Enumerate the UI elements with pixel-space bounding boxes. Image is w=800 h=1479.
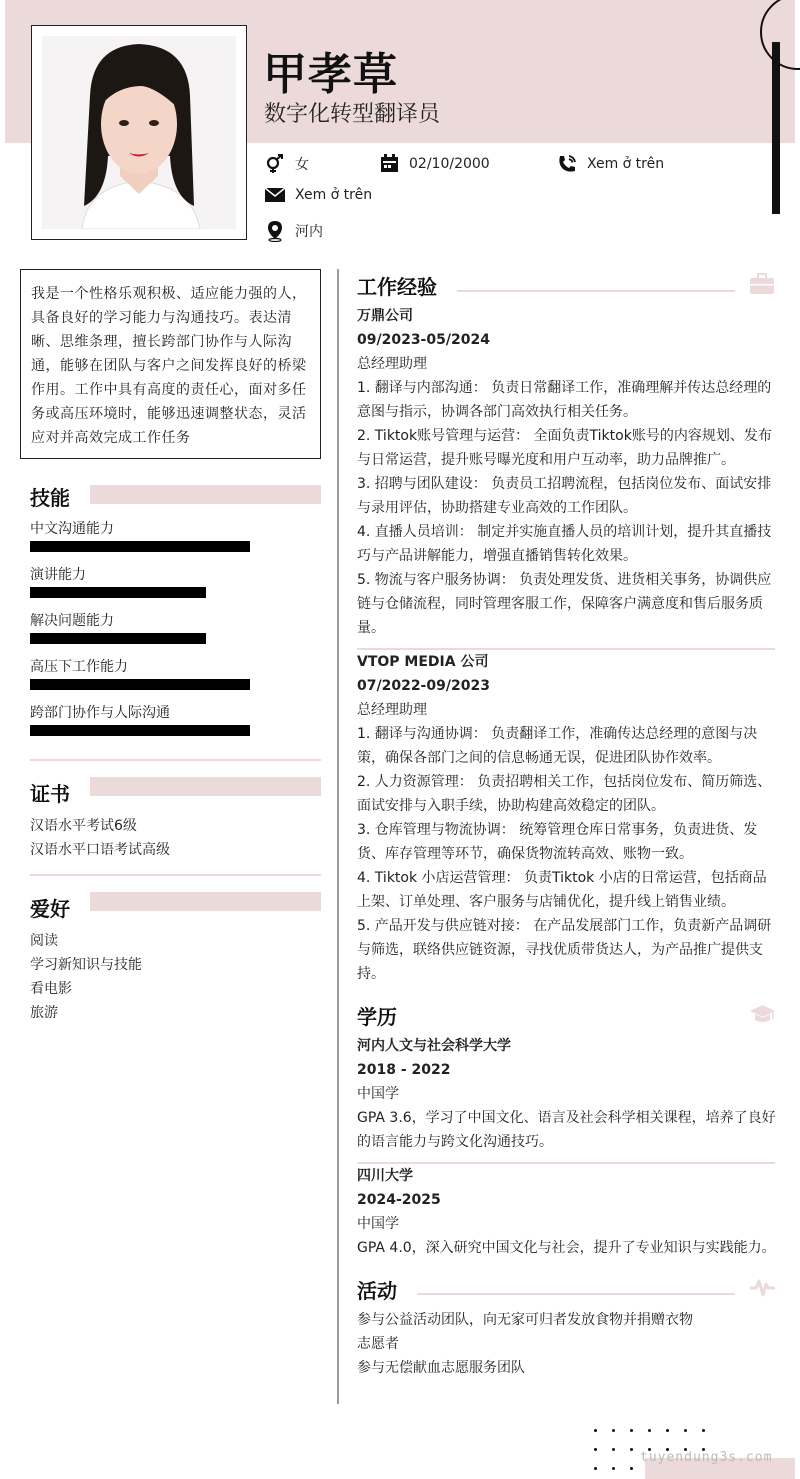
decorative-dot bbox=[594, 1448, 597, 1451]
decorative-dot bbox=[594, 1429, 597, 1432]
skill-bar bbox=[30, 725, 250, 736]
job-detail: 1. 翻译与沟通协调： 负责翻译工作，准确传达总经理的意图与决策，确保各部门之间的信息畅通无误，促进团队协作效率。 bbox=[357, 726, 758, 766]
skills-heading-bar bbox=[90, 485, 321, 504]
hobbies-heading: 爱好 bbox=[30, 897, 70, 921]
location-value: 河内 bbox=[295, 224, 323, 240]
calendar-icon bbox=[380, 154, 399, 173]
job-role: 总经理助理 bbox=[357, 702, 427, 718]
skill-bar bbox=[30, 633, 206, 644]
certificate-item: 汉语水平口语考试高级 bbox=[30, 842, 170, 858]
job-detail: 2. Tiktok账号管理与运营： 全面负责Tiktok账号的内容规划、发布与日常运营，提升账号曝光度和用户互动率，助力品牌推广。 bbox=[357, 428, 772, 468]
briefcase-icon bbox=[749, 273, 775, 295]
activity-item: 参与公益活动团队，向无家可归者发放食物并捐赠衣物 bbox=[357, 1312, 693, 1328]
activity-item: 志愿者 bbox=[357, 1336, 399, 1352]
job-detail: 4. 直播人员培训： 制定并实施直播人员的培训计划，提升其直播技巧与产品讲解能力，增强直播销售转化效果。 bbox=[357, 524, 772, 564]
gender-info bbox=[265, 154, 309, 174]
activities-heading-line bbox=[417, 1293, 735, 1295]
skill-label: 高压下工作能力 bbox=[30, 659, 128, 675]
hobby-item: 阅读 bbox=[30, 933, 58, 949]
job-detail: 5. 产品开发与供应链对接： 在产品发展部门工作，负责新产品调研与筛选，联络供应链资源，寻找优质带货达人，为产品推广提供支持。 bbox=[357, 918, 772, 982]
email-icon bbox=[265, 187, 285, 203]
school-name: 河内人文与社会科学大学 bbox=[357, 1038, 511, 1054]
decorative-vertical-bar bbox=[772, 42, 780, 214]
phone-icon bbox=[557, 154, 577, 174]
phone-value: Xem ở trên bbox=[587, 156, 665, 172]
job-detail: 1. 翻译与内部沟通： 负责日常翻译工作，准确理解并传达总经理的意图与指示，协调各部门高效执行相关任务。 bbox=[357, 380, 772, 420]
experience-heading: 工作经验 bbox=[357, 275, 437, 299]
job-title: 数字化转型翻译员 bbox=[264, 102, 441, 127]
education-heading: 学历 bbox=[357, 1005, 397, 1029]
hobbies-heading-bar bbox=[90, 892, 321, 911]
decorative-dot bbox=[594, 1467, 597, 1470]
school-desc: GPA 3.6，学习了中国文化、语言及社会科学相关课程，培养了良好的语言能力与跨文化沟通技巧。 bbox=[357, 1110, 776, 1150]
experience-heading-line bbox=[457, 290, 735, 292]
skill-label: 演讲能力 bbox=[30, 567, 86, 583]
decorative-dot bbox=[666, 1429, 669, 1432]
section-divider bbox=[30, 759, 321, 761]
certificate-item: 汉语水平考试6级 bbox=[30, 818, 137, 834]
decorative-dot bbox=[630, 1429, 633, 1432]
job-detail: 3. 招聘与团队建设： 负责员工招聘流程，包括岗位发布、面试安排与录用评估，协助搭建专业高效的工作团队。 bbox=[357, 476, 772, 516]
watermark: tuyendung3s.com bbox=[640, 1450, 773, 1465]
hobby-item: 旅游 bbox=[30, 1005, 58, 1021]
school-period: 2018 - 2022 bbox=[357, 1062, 451, 1078]
skill-label: 中文沟通能力 bbox=[30, 521, 114, 537]
person-name: 甲孝草 bbox=[263, 49, 398, 100]
activity-item: 参与无偿献血志愿服务团队 bbox=[357, 1360, 525, 1376]
job-role: 总经理助理 bbox=[357, 356, 427, 372]
skills-heading: 技能 bbox=[30, 486, 70, 510]
school-major: 中国学 bbox=[357, 1086, 399, 1102]
gender-icon bbox=[265, 154, 285, 174]
decorative-dot bbox=[684, 1429, 687, 1432]
school-name: 四川大学 bbox=[357, 1168, 413, 1184]
email-info bbox=[265, 187, 372, 203]
location-info bbox=[265, 220, 323, 242]
job-period: 09/2023-05/2024 bbox=[357, 332, 490, 348]
skill-bar bbox=[30, 587, 206, 598]
email-value: Xem ở trên bbox=[295, 187, 373, 203]
skill-bar bbox=[30, 541, 250, 552]
school-desc: GPA 4.0，深入研究中国文化与社会，提升了专业知识与实践能力。 bbox=[357, 1240, 776, 1256]
gender-value: 女 bbox=[295, 157, 309, 173]
graduation-cap-icon bbox=[749, 1004, 776, 1024]
decorative-dot bbox=[630, 1448, 633, 1451]
phone-info bbox=[557, 154, 664, 174]
hobby-item: 看电影 bbox=[30, 981, 72, 997]
birthdate-info bbox=[380, 154, 490, 173]
profile-photo bbox=[42, 36, 236, 229]
certificates-heading: 证书 bbox=[30, 782, 70, 806]
decorative-dot bbox=[648, 1429, 651, 1432]
skill-label: 解决问题能力 bbox=[30, 613, 114, 629]
job-period: 07/2022-09/2023 bbox=[357, 678, 490, 694]
section-divider bbox=[30, 874, 321, 876]
decorative-dot bbox=[612, 1467, 615, 1470]
job-company: VTOP MEDIA 公司 bbox=[357, 654, 489, 670]
summary-box: 我是一个性格乐观积极、适应能力强的人，具备良好的学习能力与沟通技巧。表达清晰、思维条理，擅长跨部门协作与人际沟通，能够在团队与客户之间发挥良好的桥梁作用。工作中具有高度的责任心，面对多任务或高压环境时，能够迅速调整状态，灵活应对并高效完成工作任务 bbox=[20, 269, 321, 459]
skill-bar bbox=[30, 679, 250, 690]
pulse-icon bbox=[749, 1278, 776, 1298]
school-period: 2024-2025 bbox=[357, 1192, 441, 1208]
decorative-dot bbox=[630, 1467, 633, 1470]
location-icon bbox=[265, 220, 285, 242]
decorative-dot bbox=[612, 1448, 615, 1451]
job-detail: 4. Tiktok 小店运营管理： 负责Tiktok 小店的日常运营，包括商品上架、订单处理、客户服务与店铺优化，提升线上销售业绩。 bbox=[357, 870, 767, 910]
decorative-dot bbox=[612, 1429, 615, 1432]
job-detail: 3. 仓库管理与物流协调： 统筹管理仓库日常事务，负责进货、发货、库存管理等环节，确保货物流转高效、账物一致。 bbox=[357, 822, 758, 862]
certificates-heading-bar bbox=[90, 777, 321, 796]
skill-label: 跨部门协作与人际沟通 bbox=[30, 705, 170, 721]
job-company: 万鼎公司 bbox=[357, 308, 413, 324]
job-detail: 2. 人力资源管理： 负责招聘相关工作，包括岗位发布、简历筛选、面试安排与入职手续，协助构建高效稳定的团队。 bbox=[357, 774, 772, 814]
birthdate-value: 02/10/2000 bbox=[409, 155, 490, 172]
column-divider bbox=[337, 269, 339, 1404]
decorative-dot bbox=[702, 1429, 705, 1432]
hobby-item: 学习新知识与技能 bbox=[30, 957, 142, 973]
activities-heading: 活动 bbox=[357, 1279, 397, 1303]
job-detail: 5. 物流与客户服务协调： 负责处理发货、进货相关事务，协调供应链与仓储流程，同时管理客服工作，保障客户满意度和售后服务质量。 bbox=[357, 572, 772, 636]
school-major: 中国学 bbox=[357, 1216, 399, 1232]
